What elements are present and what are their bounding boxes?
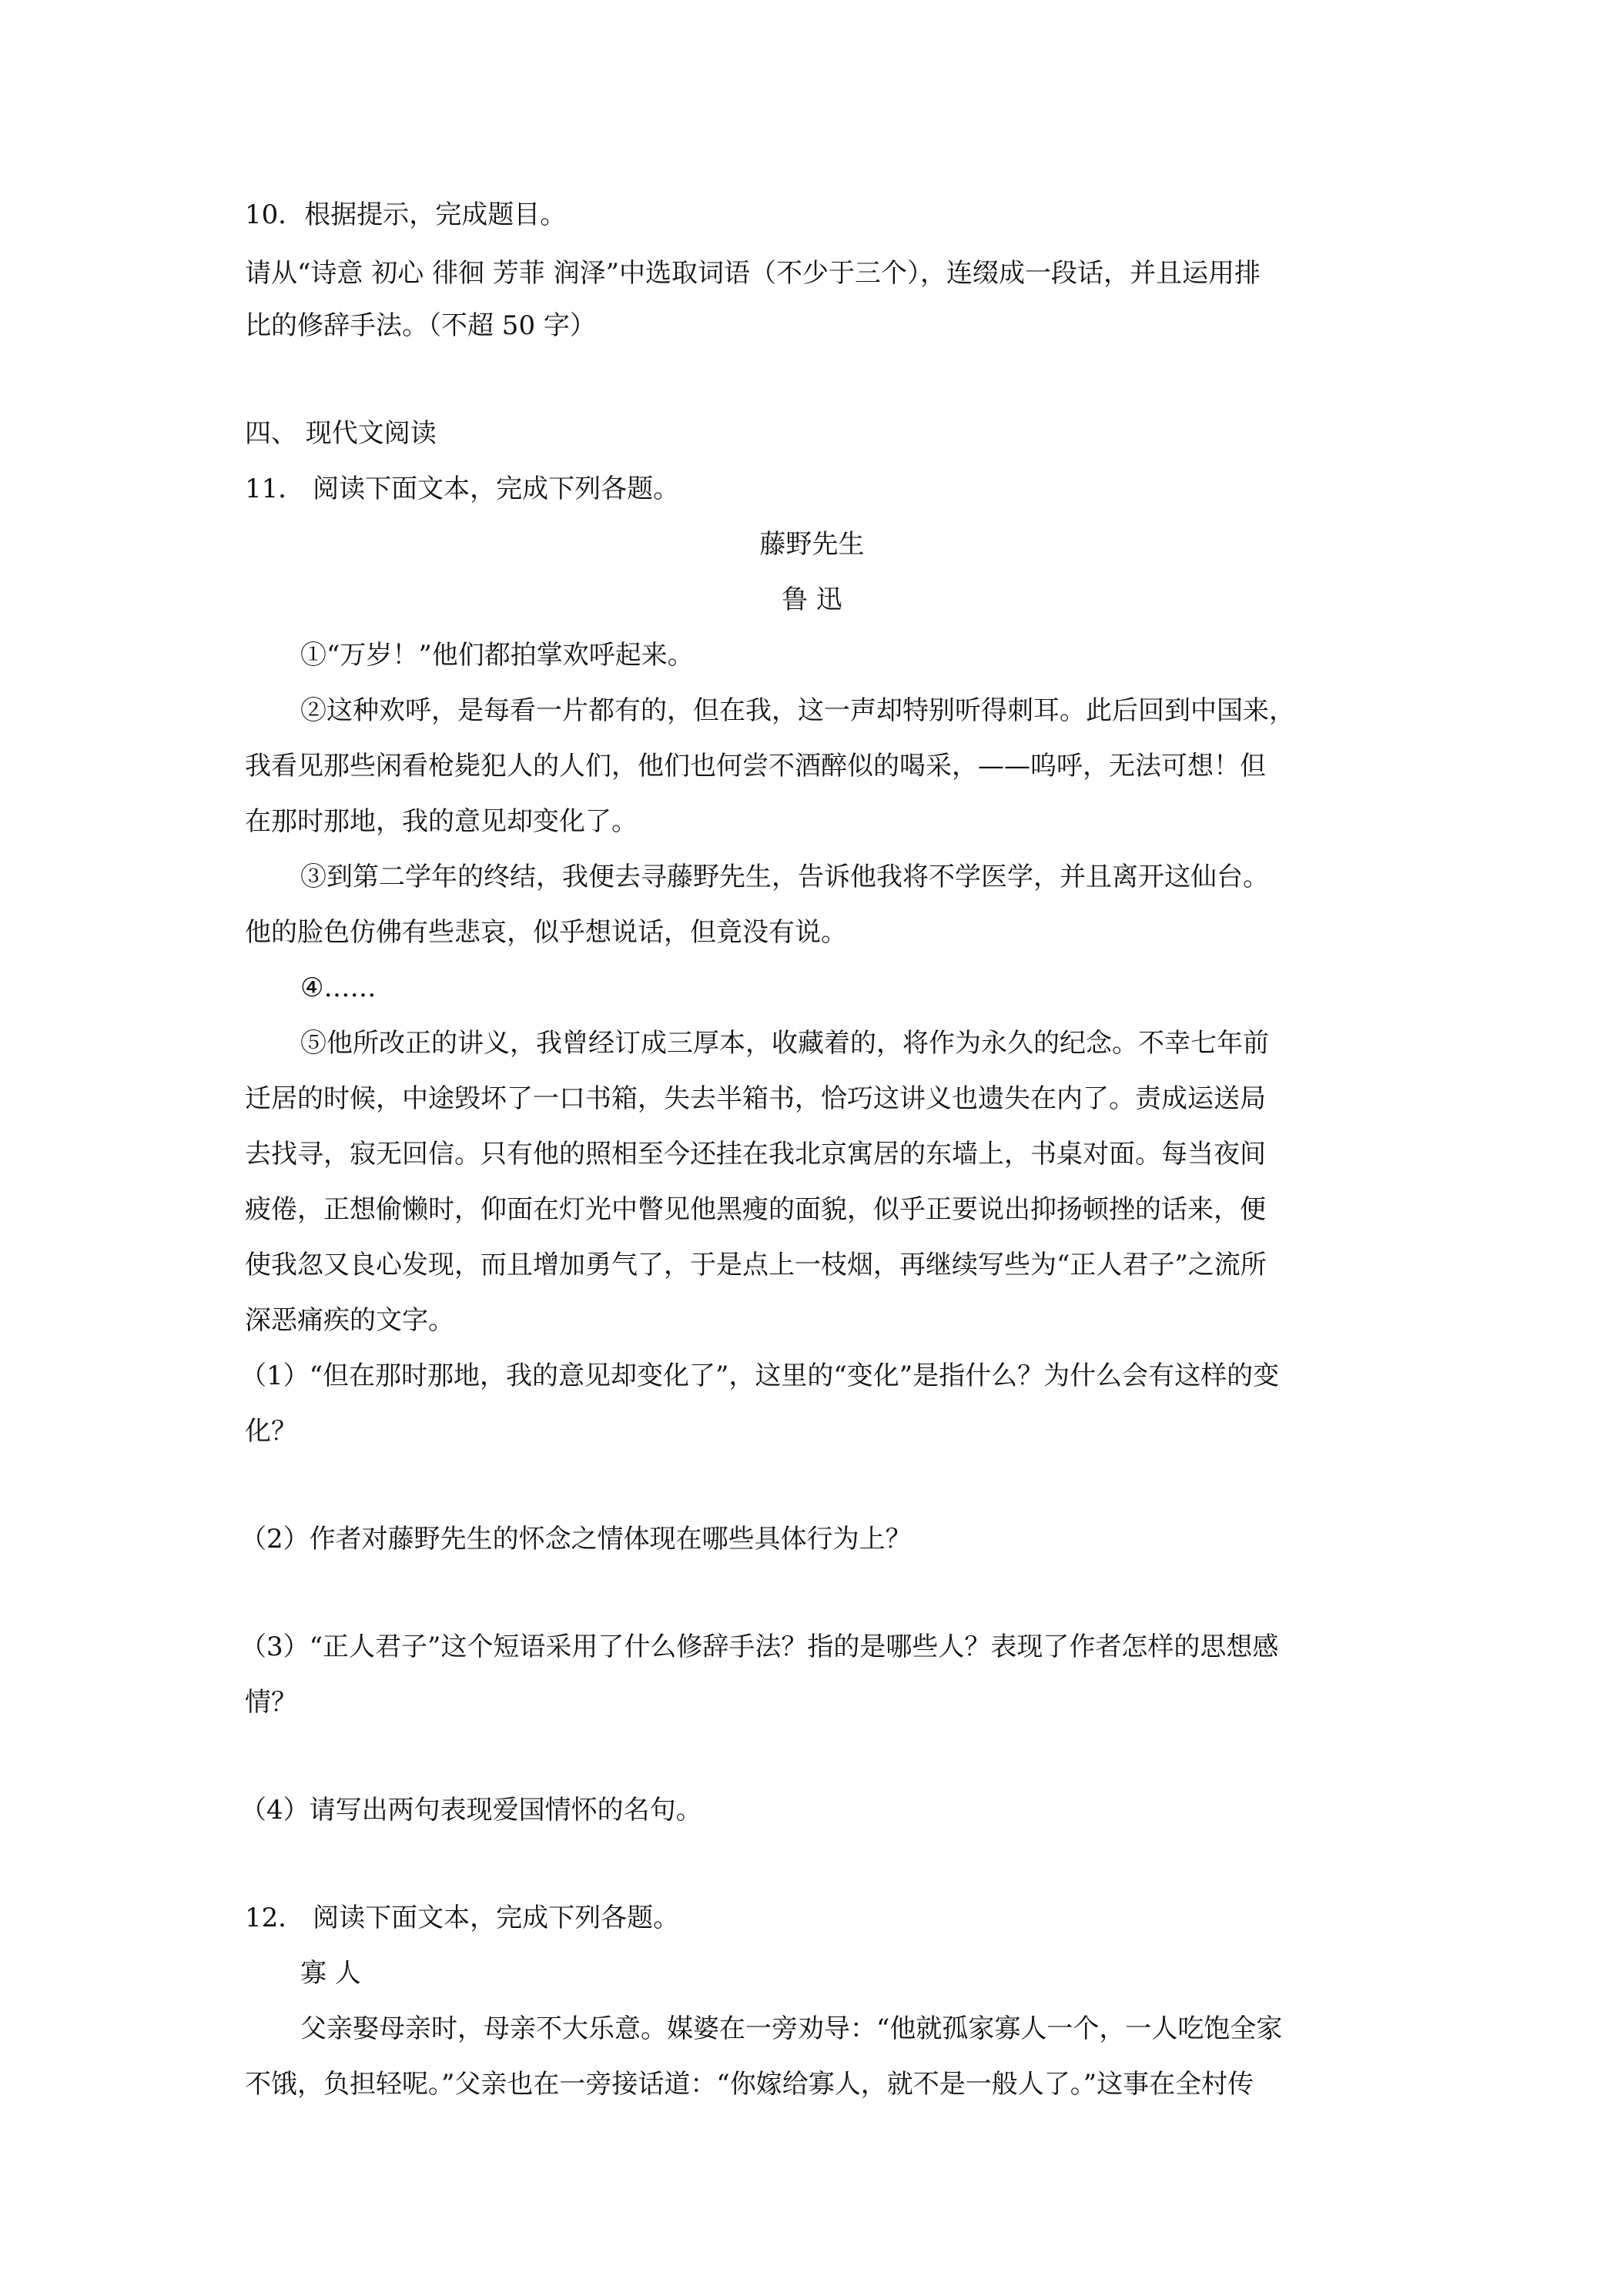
- paragraph-line: 疲倦，正想偷懒时，仰面在灯光中瞥见他黑瘦的面貌，似乎正要说出抑扬顿挫的话来，便: [245, 1194, 1266, 1225]
- paragraph-line: 深恶痛疾的文字。: [245, 1305, 454, 1336]
- paragraph-line: 迁居的时候，中途毁坏了一口书箱，失去半箱书，恰巧这讲义也遗失在内了。责成运送局: [245, 1083, 1266, 1114]
- sub-question-1: （1）“但在那时那地，我的意见却变化了”，这里的“变化”是指什么？为什么会有这样的变: [240, 1361, 1280, 1391]
- q10-prompt-line: 比的修辞手法。（不超 50 字）: [245, 310, 596, 341]
- sub-question-2: （2）作者对藤野先生的怀念之情体现在哪些具体行为上？: [240, 1524, 912, 1555]
- q10-title: 10．根据提示，完成题目。: [245, 199, 567, 230]
- q11-title: 11． 阅读下面文本，完成下列各题。: [245, 474, 680, 504]
- paragraph-line: ⑤他所改正的讲义，我曾经订成三厚本，收藏着的，将作为永久的纪念。不幸七年前: [300, 1028, 1269, 1059]
- paragraph-line: 我看见那些闲看枪毙犯人的人们，他们也何尝不酒醉似的喝采，——呜呼，无法可想！但: [245, 751, 1266, 782]
- paragraph-line: 使我忽又良心发现，而且增加勇气了，于是点上一枝烟，再继续写些为“正人君子”之流所: [245, 1250, 1267, 1280]
- paragraph-line: ③到第二学年的终结，我便去寻藤野先生，告诉他我将不学医学，并且离开这仙台。: [300, 862, 1269, 892]
- paragraph-line: ④……: [300, 972, 377, 1003]
- sub-question-3: （3）“正人君子”这个短语采用了什么修辞手法？指的是哪些人？表现了作者怎样的思想感: [240, 1632, 1279, 1662]
- q10-prompt-line: 请从“诗意 初心 徘徊 芳菲 润泽”中选取词语（不少于三个），连缀成一段话，并且运用排: [245, 258, 1261, 289]
- paragraph-line: 不饿，负担轻呢。”父亲也在一旁接话道：“你嫁给寡人，就不是一般人了。”这事在全村传: [245, 2069, 1254, 2100]
- sub-question-3-cont: 情？: [245, 1687, 297, 1718]
- passage-title: 藤野先生: [759, 529, 865, 560]
- sub-question-4: （4）请写出两句表现爱国情怀的名句。: [240, 1795, 702, 1826]
- q12-title: 12． 阅读下面文本，完成下列各题。: [245, 1903, 680, 1933]
- paragraph-line: 在那时那地，我的意见却变化了。: [245, 806, 638, 837]
- paragraph-line: 去找寻，寂无回信。只有他的照相至今还挂在我北京寓居的东墙上，书桌对面。每当夜间: [245, 1139, 1266, 1170]
- passage-title: 寡 人: [300, 1958, 361, 1989]
- paragraph-line: 他的脸色仿佛有些悲哀，似乎想说话，但竟没有说。: [245, 917, 847, 948]
- paragraph-line: 父亲娶母亲时，母亲不大乐意。媒婆在一旁劝导：“他就孤家寡人一个，一人吃饱全家: [300, 2013, 1283, 2044]
- paragraph-line: ①“万岁！”他们都拍掌欢呼起来。: [300, 640, 694, 671]
- section-heading: 四、 现代文阅读: [245, 418, 437, 449]
- paragraph-line: ②这种欢呼，是每看一片都有的，但在我，这一声却特别听得刺耳。此后回到中国来，: [300, 695, 1295, 726]
- sub-question-1-cont: 化？: [245, 1416, 297, 1447]
- passage-author: 鲁 迅: [782, 584, 842, 615]
